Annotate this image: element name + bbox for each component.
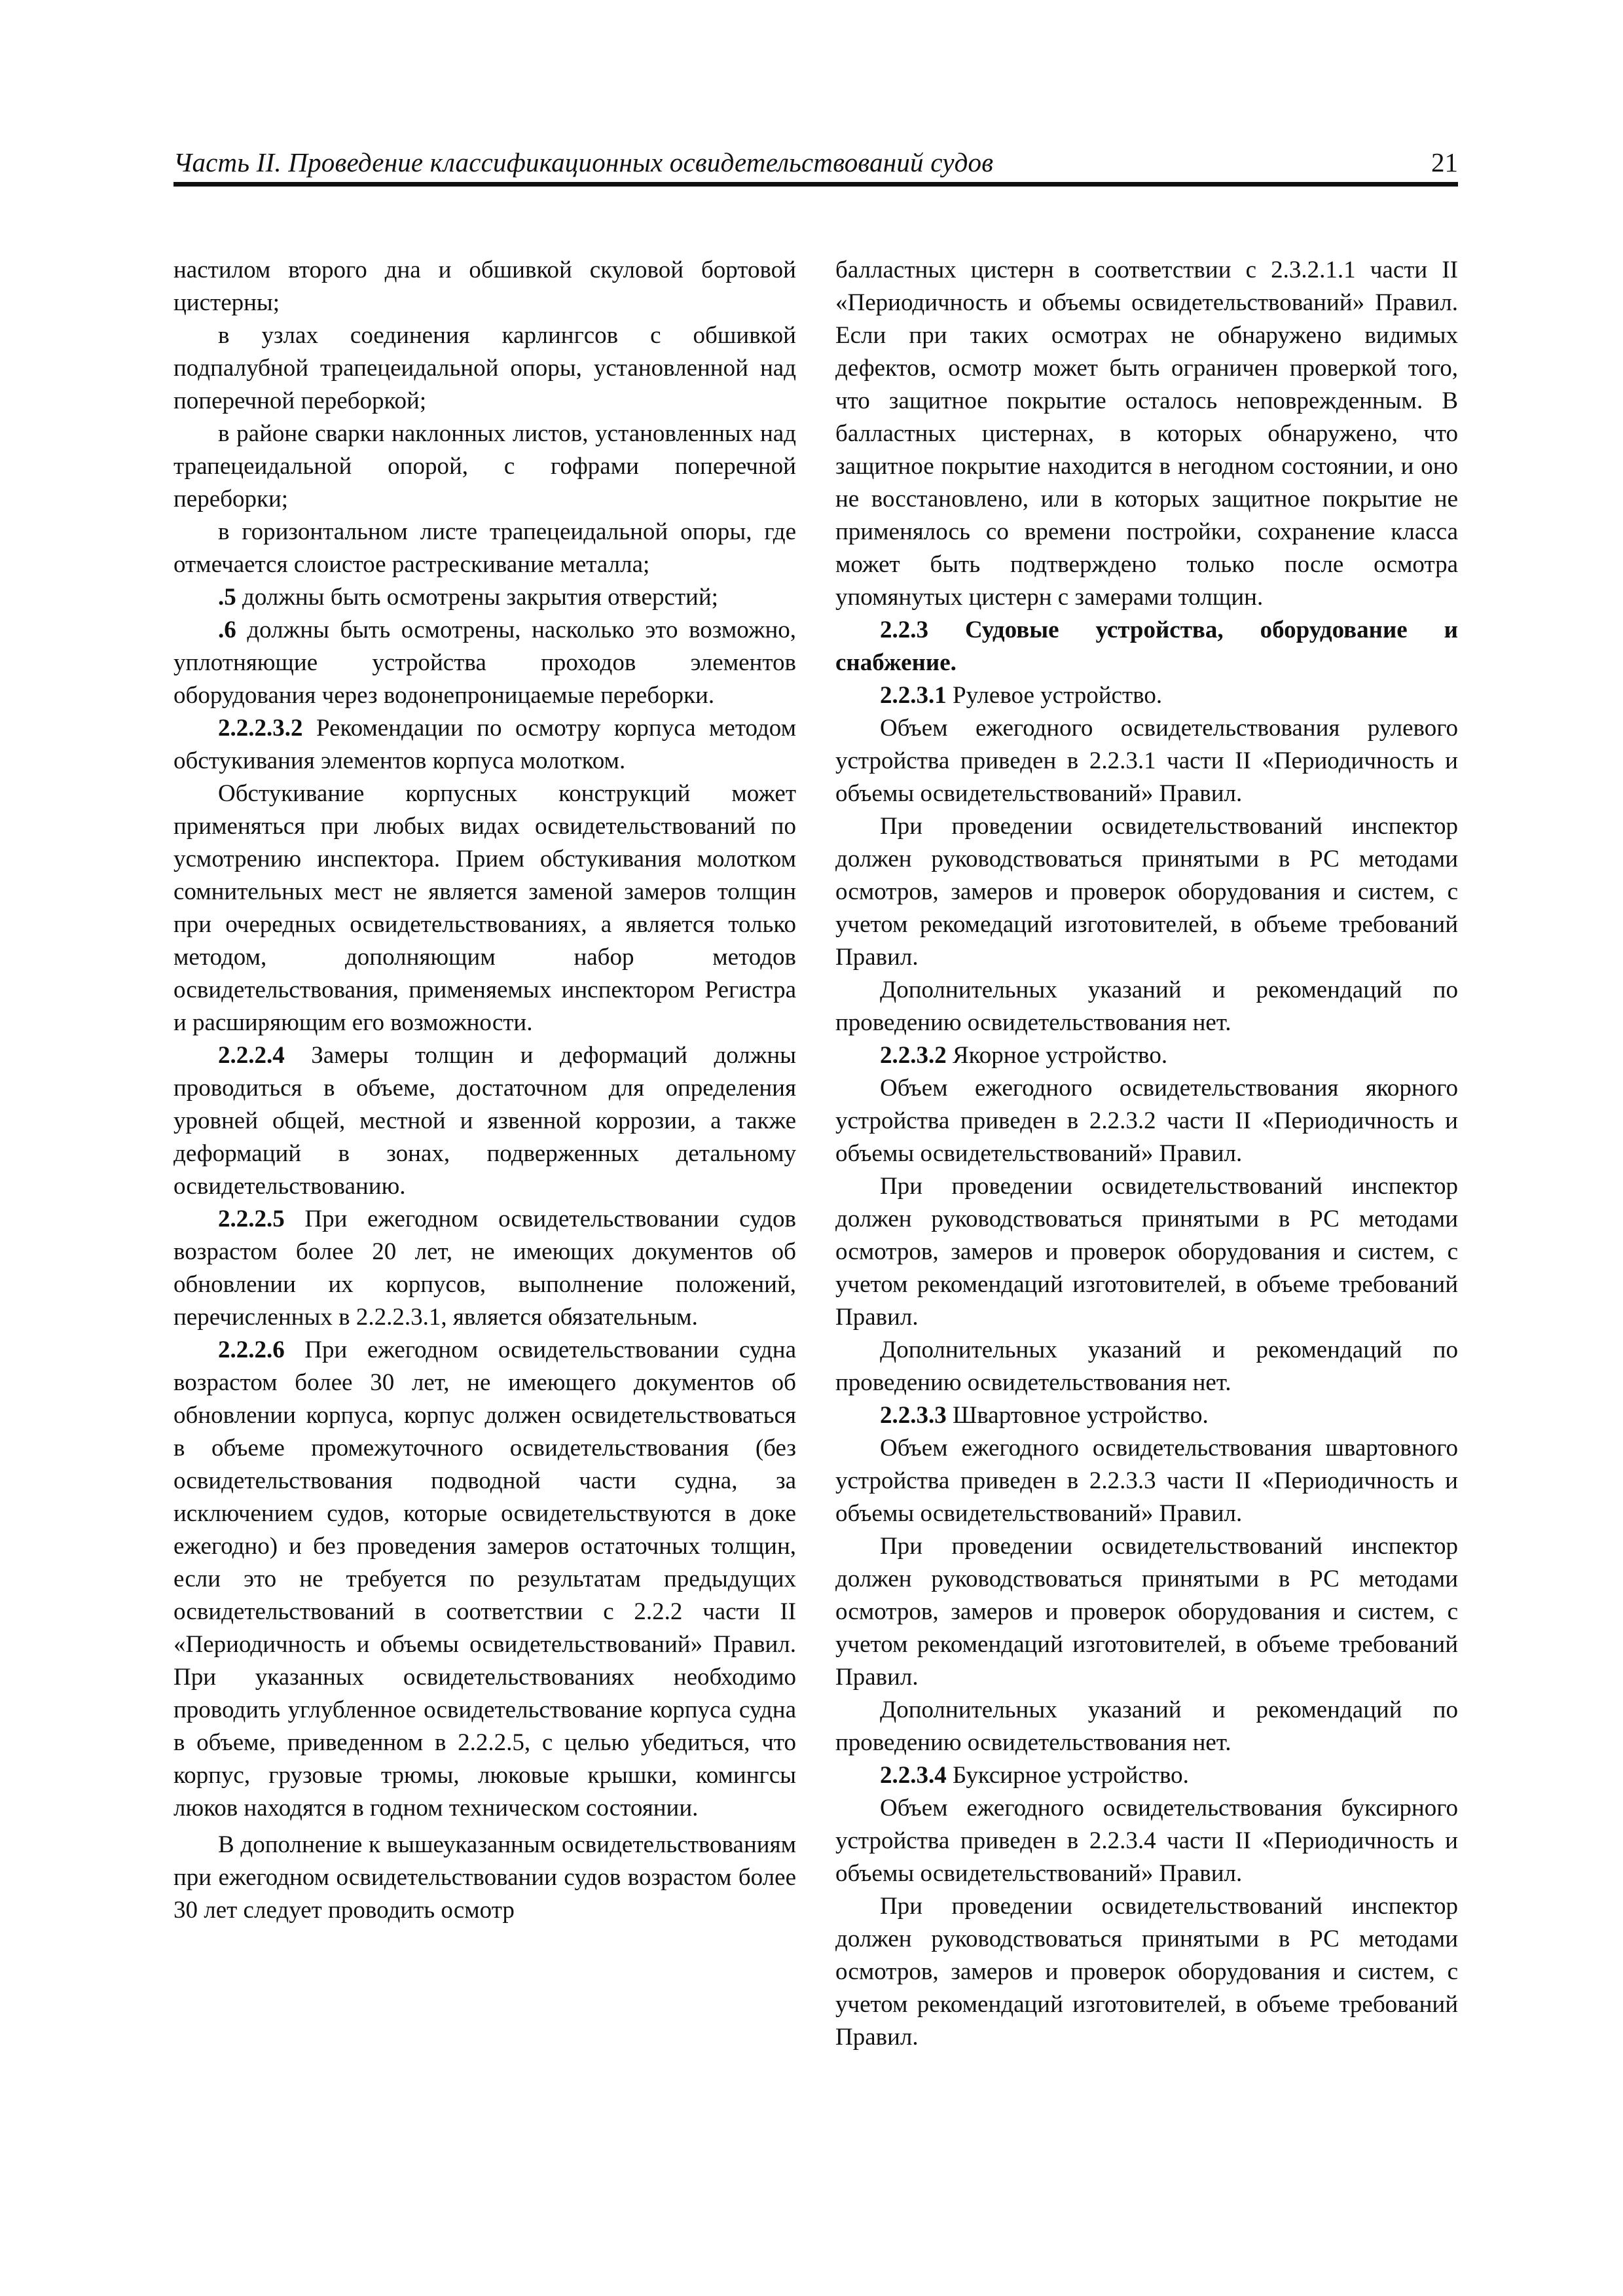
paragraph [173,712,796,778]
left-column [173,254,796,1927]
paragraph-text: в узлах соединения карлингсов с обшивкой подпалубной трапецеидальной опоры, установленной над поперечной переборкой; [173,322,796,414]
paragraph-text: Объем ежегодного освидетельствования буксирного устройства приведен в 2.2.3.4 части II «Периодичность и объемы освидетельствований» Правил. [835,1795,1458,1887]
paragraph [835,1334,1458,1399]
section-heading-text: 2.2.3 Судовые устройства, оборудование и снабжение. [835,617,1458,676]
paragraph [835,1890,1458,2054]
paragraph [173,581,796,614]
paragraph-text: При проведении освидетельствований инспектор должен руководствоваться принятыми в РС методами осмотров, замеров и проверок оборудования и систем, с учетом рекомендаций изготовителей, в объеме требований Правил. [835,1533,1458,1691]
paragraph [173,254,796,319]
clause-number: 2.2.3.3 [880,1402,947,1429]
paragraph [173,319,796,418]
paragraph-text: Объем ежегодного освидетельствования швартовного устройства приведен в 2.2.3.3 части II «Периодичность и объемы освидетельствований» Правил. [835,1435,1458,1527]
paragraph-text: в районе сварки наклонных листов, установленных над трапецеидальной опорой, с гофрами поперечной переборки; [173,420,796,512]
subsection-heading [835,1039,1458,1072]
paragraph [835,712,1458,810]
paragraph-text: При проведении освидетельствований инспектор должен руководствоваться принятыми в РС методами осмотров, замеров и проверок оборудования и систем, с учетом рекомендаций изготовителей, в объеме требований Правил. [835,1893,1458,2051]
page-number: 21 [1431,147,1458,177]
paragraph-text: Швартовное устройство. [946,1402,1209,1429]
paragraph [835,1432,1458,1530]
running-title: Часть II. Проведение классификационных освидетельствований судов [173,147,994,177]
section-heading [835,614,1458,679]
clause-number: 2.2.2.6 [218,1336,285,1363]
paragraph [173,614,796,712]
paragraph [173,418,796,516]
paragraph-text: должны быть осмотрены закрытия отверстий; [236,584,718,611]
paragraph-text: В дополнение к вышеуказанным освидетельствованиям при ежегодном освидетельствовании судов возрастом более 30 лет следует проводить осмотр [173,1831,796,1924]
clause-number: .6 [218,617,236,643]
paragraph [173,516,796,581]
paragraph [173,1203,796,1334]
clause-number: 2.2.2.4 [218,1042,285,1069]
paragraph-text: Дополнительных указаний и рекомендаций по проведению освидетельствования нет. [835,1696,1458,1756]
paragraph-text: Якорное устройство. [946,1042,1168,1069]
subsection-heading [835,1759,1458,1792]
paragraph-text: При ежегодном освидетельствовании судна возрастом более 30 лет, не имеющего документов об обновлении корпуса, корпус должен освидетельствоваться в объеме промежуточного освидетельствования (без освидетельствования подводной части судна, за исключением судов, которые освидетельствуются в доке ежегодно) и без проведения замеров остаточных толщин, если это не требуется по результатам предыдущих освидетельствований в соответствии с 2.2.2 части II «Периодичность и объемы освидетельствований» Правил. При указанных освидетельствованиях необходимо проводить углубленное освидетельствование корпуса судна в объеме, приведенном в 2.2.2.5, с целью убедиться, что корпус, грузовые трюмы, люковые крышки, комингсы люков находятся в годном техническом состоянии. [173,1336,796,1821]
paragraph-text: Буксирное устройство. [946,1762,1189,1789]
paragraph-text: в горизонтальном листе трапецеидальной опоры, где отмечается слоистое растрескивание металла; [173,518,796,578]
paragraph-text: Объем ежегодного освидетельствования рулевого устройства приведен в 2.2.3.1 части II «Периодичность и объемы освидетельствований» Правил. [835,715,1458,807]
paragraph [835,1694,1458,1759]
paragraph-text: При проведении освидетельствований инспектор должен руководствоваться принятыми в РС методами осмотров, замеров и проверок оборудования и систем, с учетом рекомендаций изготовителей, в объеме требований Правил. [835,1173,1458,1331]
paragraph-text: Рулевое устройство. [946,682,1163,709]
paragraph [835,810,1458,974]
right-column [835,254,1458,2054]
clause-number: 2.2.3.2 [880,1042,947,1069]
paragraph-text: Объем ежегодного освидетельствования якорного устройства приведен в 2.2.3.2 части II «Периодичность и объемы освидетельствований» Правил. [835,1075,1458,1167]
paragraph-text: Обстукивание корпусных конструкций может применяться при любых видах освидетельствований по усмотрению инспектора. Прием обстукивания молотком сомнительных мест не является заменой замеров толщин при очередных освидетельствованиях, а является только методом, дополняющим набор методов освидетельствования, применяемых инспектором Регистра и расширяющим его возможности. [173,780,796,1036]
paragraph [173,1829,796,1927]
clause-number: 2.2.3.1 [880,682,947,709]
subsection-heading [835,1399,1458,1432]
paragraph-text: Замеры толщин и деформаций должны проводиться в объеме, достаточном для определения уровней общей, местной и язвенной коррозии, а также деформаций в зонах, подверженных детальному освидетельствованию. [173,1042,796,1200]
paragraph-text: Дополнительных указаний и рекомендаций по проведению освидетельствования нет. [835,1336,1458,1396]
clause-number: 2.2.3.4 [880,1762,947,1789]
clause-number: 2.2.2.3.2 [218,715,303,742]
paragraph-text: При ежегодном освидетельствовании судов возрастом более 20 лет, не имеющих документов об обновлении их корпусов, выполнение положений, перечисленных в 2.2.2.3.1, является обязательным. [173,1206,796,1331]
subsection-heading [835,679,1458,712]
clause-number: .5 [218,584,236,611]
paragraph-text: При проведении освидетельствований инспектор должен руководствоваться принятыми в РС методами осмотров, замеров и проверок оборудования и систем, с учетом рекомедаций изготовителей, в объеме требований Правил. [835,813,1458,971]
paragraph [173,1334,796,1825]
paragraph-text: настилом второго дна и обшивкой скуловой бортовой цистерны; [173,257,796,316]
paragraph [835,1530,1458,1694]
paragraph-text: Рекомендации по осмотру корпуса методом обстукивания элементов корпуса молотком. [173,715,796,774]
paragraph-text: балластных цистерн в соответствии с 2.3.2.1.1 части II «Периодичность и объемы освидетельствований» Правил. Если при таких осмотрах не обнаружено видимых дефектов, осмотр может быть ограничен проверкой того, что защитное покрытие осталось неповрежденным. В балластных цистернах, в которых обнаружено, что защитное покрытие находится в негодном состоянии, и оно не восстановлено, или в которых защитное покрытие не применялось со времени постройки, сохранение класса может быть подтверждено только после осмотра упомянутых цистерн с замерами толщин. [835,257,1458,611]
running-header [173,143,1458,187]
paragraph [835,1792,1458,1890]
paragraph [835,1170,1458,1334]
clause-number: 2.2.2.5 [218,1206,285,1232]
paragraph [835,254,1458,614]
paragraph-text: Дополнительных указаний и рекомендаций по проведению освидетельствования нет. [835,977,1458,1036]
paragraph-text: должны быть осмотрены, насколько это возможно, уплотняющие устройства проходов элементов оборудования через водонепроницаемые переборки. [173,617,796,709]
paragraph [835,1072,1458,1170]
paragraph [173,1039,796,1203]
paragraph [173,778,796,1039]
paragraph [835,974,1458,1039]
